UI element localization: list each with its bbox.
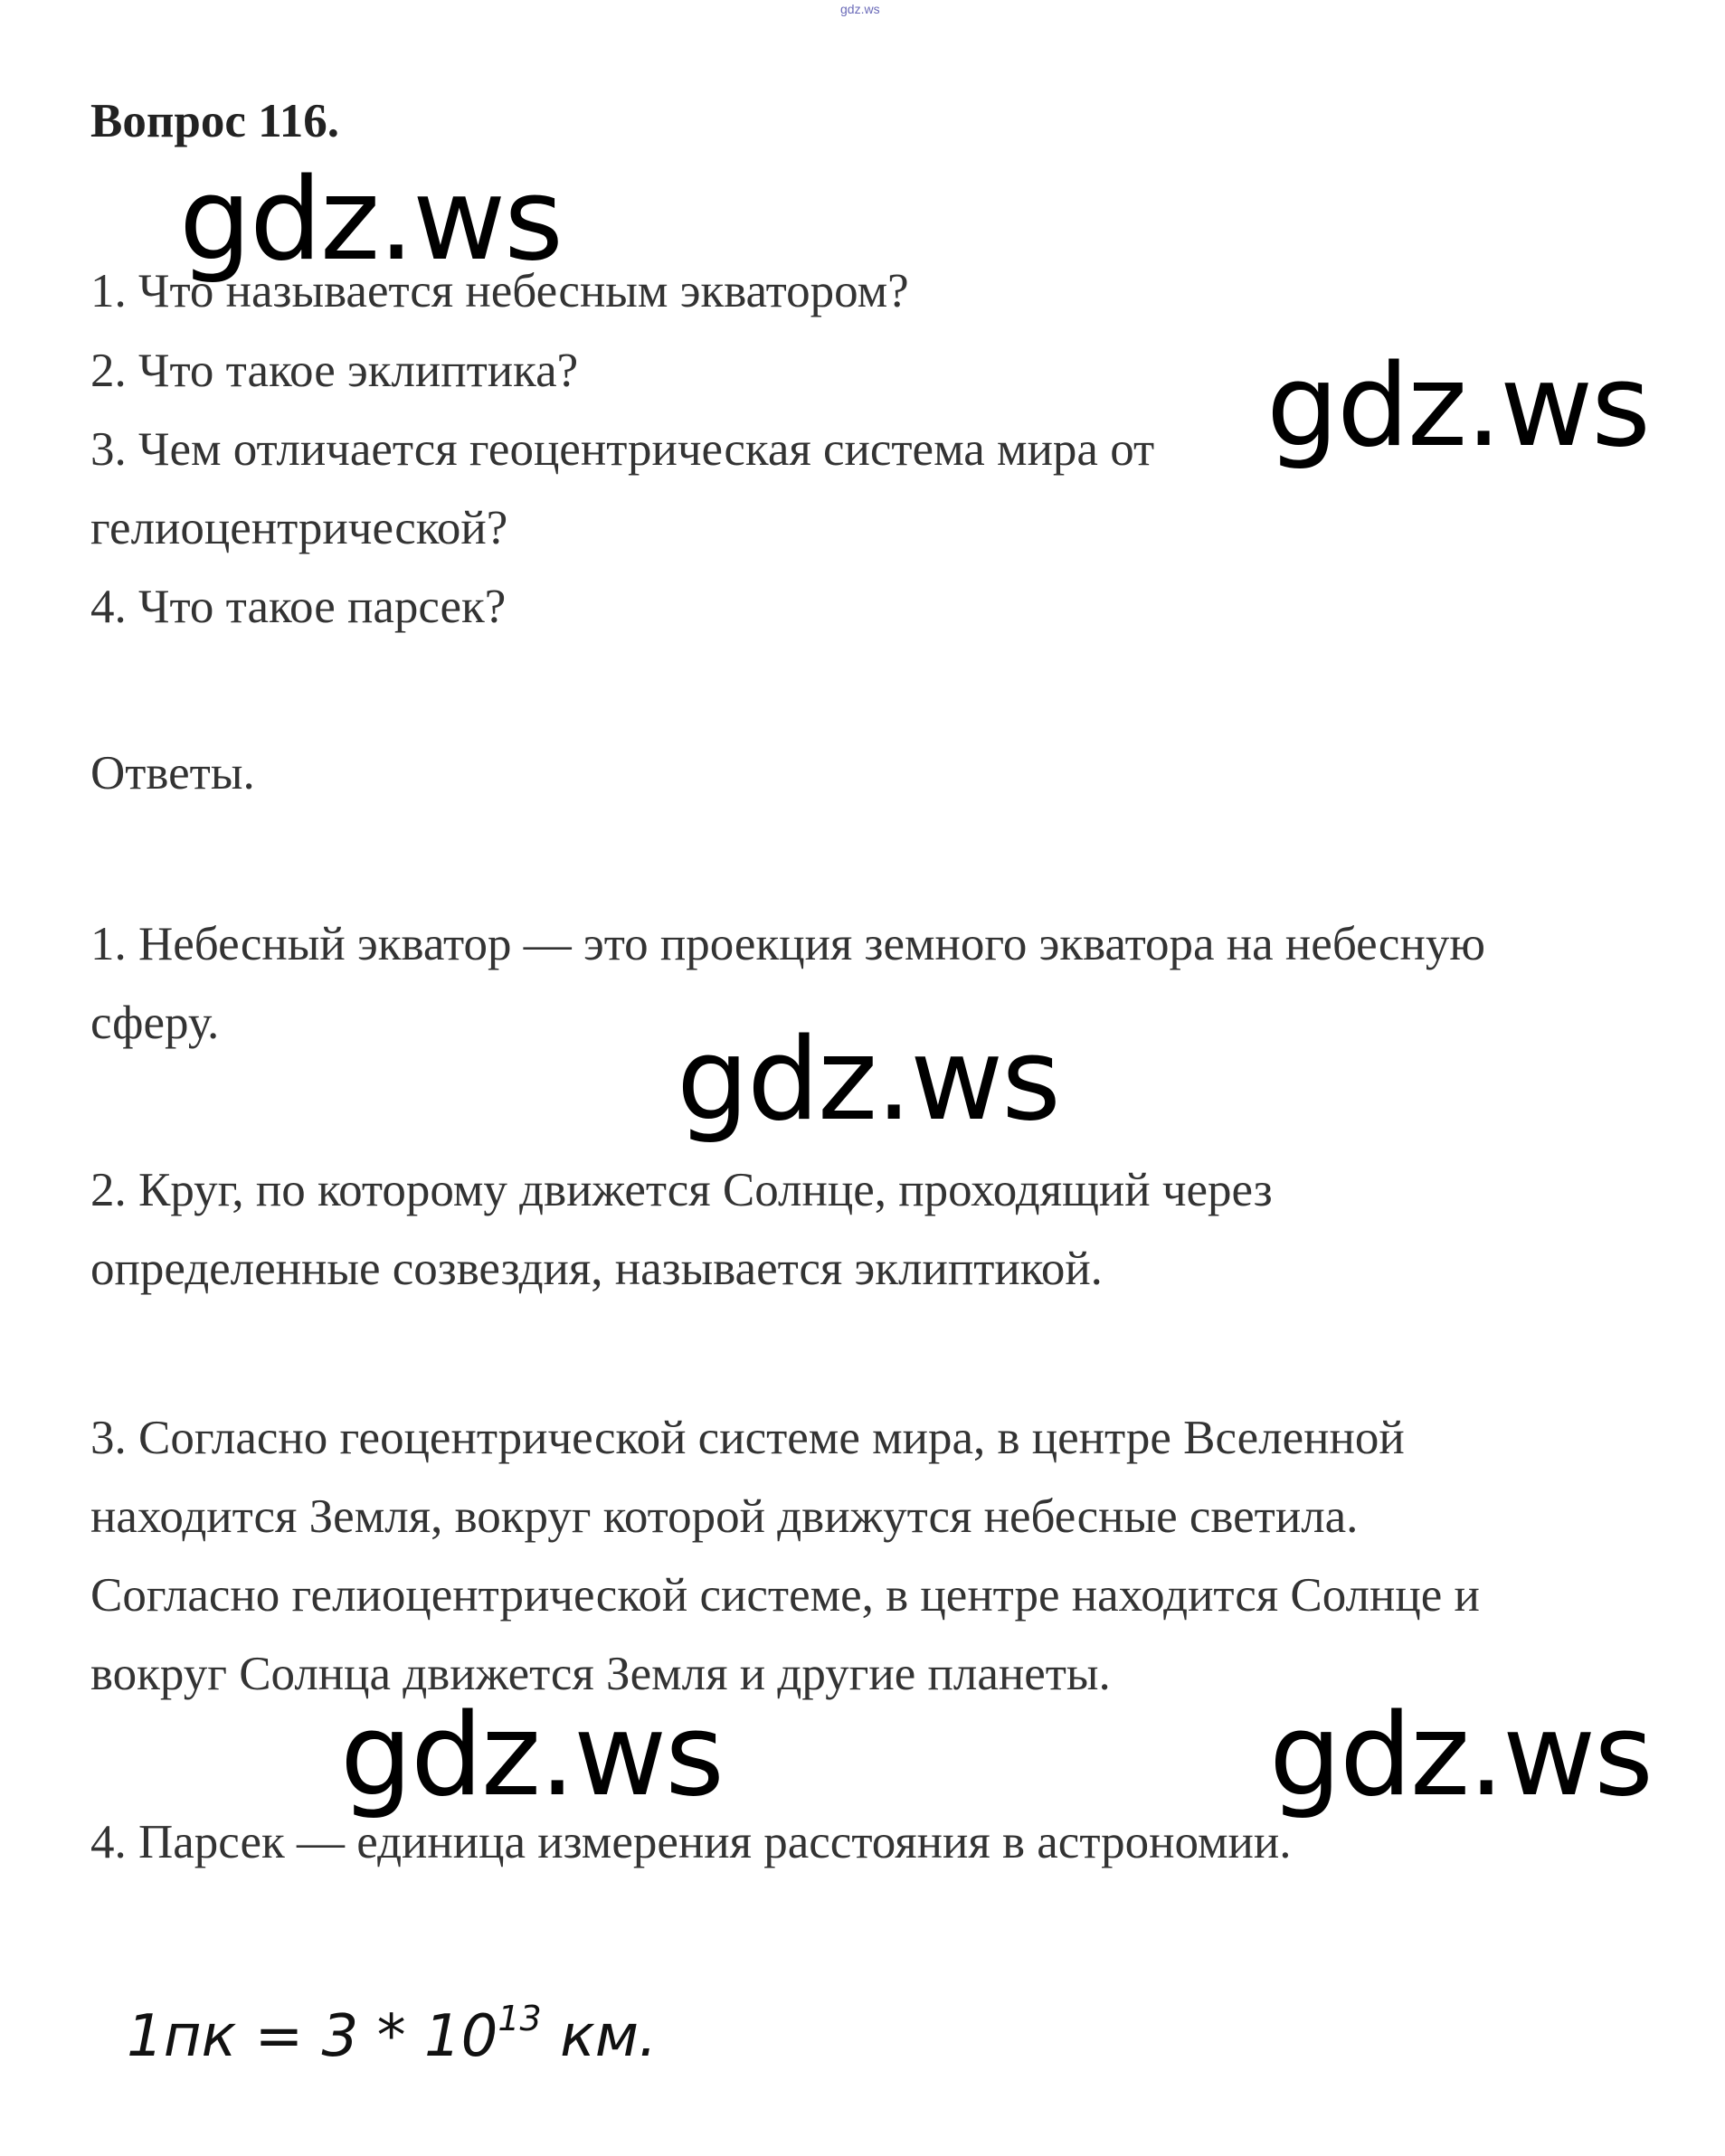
question-line: 4. Что такое парсек?	[90, 581, 507, 633]
answer-line: 1. Небесный экватор — это проекция земного экватора на небесную	[90, 918, 1485, 970]
answer-line: 2. Круг, по которому движется Солнце, проходящий через	[90, 1164, 1273, 1216]
answer-line: вокруг Солнца движется Земля и другие планеты.	[90, 1648, 1111, 1700]
formula-unit: км.	[541, 2003, 658, 2070]
top-watermark: gdz.ws	[840, 2, 880, 16]
question-line: 3. Чем отличается геоцентрическая система мира от	[90, 423, 1155, 476]
watermark: gdz.ws	[1269, 1688, 1652, 1821]
question-heading: Вопрос 116.	[90, 95, 339, 147]
watermark: gdz.ws	[1266, 339, 1649, 472]
answer-line: определенные созвездия, называется эклиптикой.	[90, 1243, 1103, 1295]
answer-line: Согласно гелиоцентрической системе, в центре находится Солнце и	[90, 1569, 1480, 1622]
answer-line: находится Земля, вокруг которой движутся небесные светила.	[90, 1490, 1359, 1543]
formula-exponent: 13	[498, 1998, 542, 2038]
question-line: гелиоцентрической?	[90, 502, 508, 554]
question-line: 2. Что такое эклиптика?	[90, 345, 579, 397]
watermark: gdz.ws	[340, 1688, 723, 1821]
question-line: 1. Что называется небесным экватором?	[90, 265, 909, 317]
answer-line: 4. Парсек — единица измерения расстояния в астрономии.	[90, 1816, 1292, 1868]
parsec-formula	[127, 1998, 658, 2070]
watermark: gdz.ws	[179, 153, 562, 286]
watermark: gdz.ws	[677, 1013, 1059, 1146]
answers-heading: Ответы.	[90, 747, 255, 799]
answer-line: сферу.	[90, 997, 220, 1049]
formula-base: 1пк = 3 * 10	[127, 2003, 498, 2070]
answer-line: 3. Согласно геоцентрической системе мира, в центре Вселенной	[90, 1412, 1405, 1464]
